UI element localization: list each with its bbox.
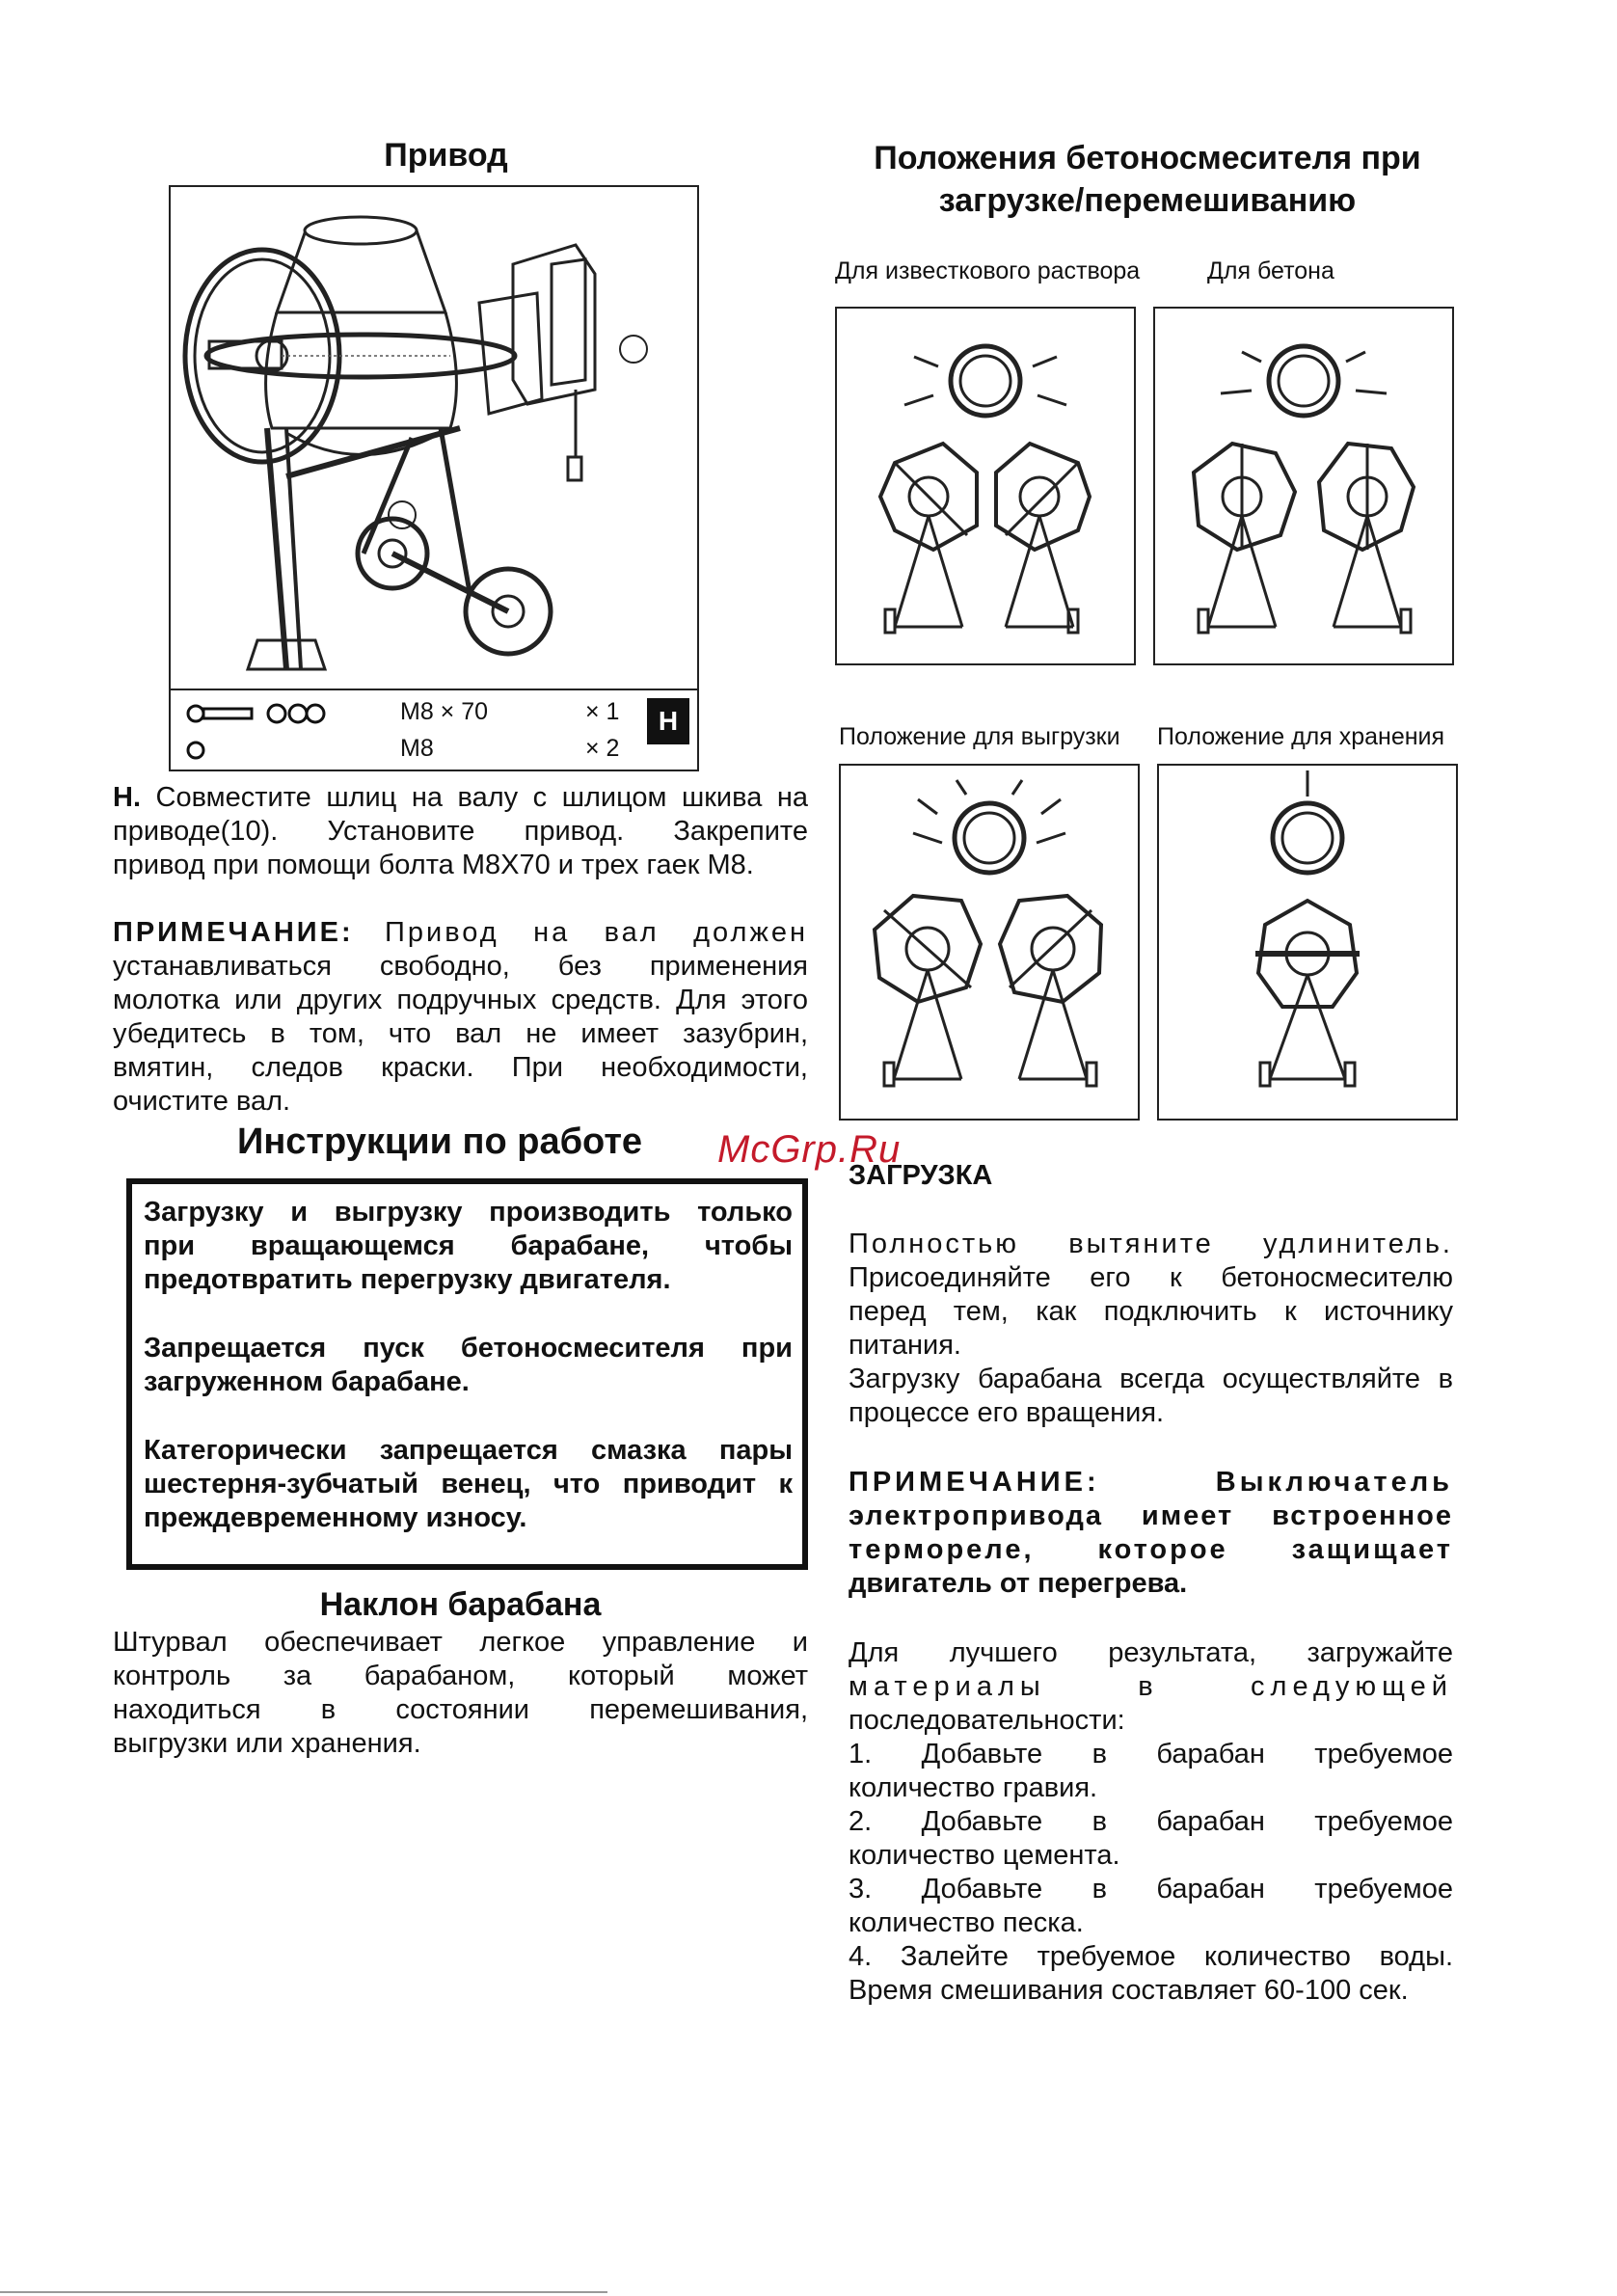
- figure-lime-position: [835, 307, 1136, 665]
- bolt-label: M8 × 70: [400, 698, 489, 725]
- positions-title: [829, 137, 1466, 222]
- order-line: материалы в следующей: [849, 1671, 1453, 1702]
- note2-line: электропривода имеет встроенное: [849, 1500, 1453, 1531]
- loading-title: ЗАГРУЗКА: [849, 1160, 993, 1191]
- label-unload: Положение для выгрузки: [839, 723, 1120, 750]
- note2-text: [849, 1466, 1453, 1601]
- positions-title-line-1: Положения бетоносмесителя при: [874, 140, 1421, 176]
- note2-line: термореле, которое защищает: [849, 1534, 1453, 1565]
- warning-line: Запрещается пуск бетоносмесителя при: [144, 1333, 793, 1364]
- loading-line: Полностью вытяните удлинитель.: [849, 1229, 1453, 1259]
- loading-text: [849, 1228, 1453, 1430]
- loading-line: перед тем, как подключить к источнику: [849, 1296, 1453, 1327]
- label-lime: Для известкового раствора: [835, 257, 1141, 284]
- warning-line: при вращающемся барабане, чтобы: [144, 1230, 793, 1261]
- order-text: [849, 1636, 1453, 2008]
- tilt-title: Наклон барабана: [319, 1586, 602, 1623]
- note-line: устанавливаться свободно, без применения: [113, 951, 808, 982]
- label-storage: Положение для хранения: [1157, 723, 1445, 750]
- nut-qty: × 2: [585, 735, 620, 762]
- warning-line: преждевременному износу.: [144, 1502, 527, 1533]
- order-line: 2. Добавьте в барабан требуемое: [849, 1806, 1453, 1837]
- order-line: последовательности:: [849, 1705, 1125, 1736]
- note-text: [113, 916, 808, 1119]
- order-line: количество гравия.: [849, 1772, 1098, 1803]
- warning-paragraph-3: [144, 1434, 793, 1535]
- figure-storage-position: [1157, 764, 1458, 1121]
- tilt-line: находиться в состоянии перемешивания,: [113, 1694, 808, 1725]
- warning-line: Загрузку и выгрузку производить только: [144, 1197, 793, 1228]
- warning-paragraph-2: [144, 1332, 793, 1399]
- loading-line: питания.: [849, 1330, 961, 1361]
- bottom-rule: [0, 2291, 607, 2293]
- tilt-line: контроль за барабаном, который может: [113, 1661, 808, 1691]
- step-h-line: привод при помощи болта М8Х70 и трех гаек М8.: [113, 850, 754, 880]
- mixer-drawing: [171, 187, 697, 689]
- tilt-text: [113, 1626, 808, 1761]
- warning-paragraph-1: [144, 1196, 793, 1297]
- lime-position-drawing: [837, 309, 1134, 663]
- nut-label: M8: [400, 735, 434, 762]
- note2-line: ПРИМЕЧАНИЕ: Выключатель: [849, 1467, 1453, 1498]
- note-line: Привод на вал должен: [385, 917, 808, 948]
- note-line: молотка или других подручных средств. Для этого: [113, 985, 808, 1015]
- note-lead: ПРИМЕЧАНИЕ:: [113, 917, 354, 948]
- warning-line: загруженном барабане.: [144, 1366, 470, 1397]
- figure-unload-position: [839, 764, 1140, 1121]
- storage-position-drawing: [1159, 766, 1456, 1119]
- loading-line: Присоединяйте его к бетоносмесителю: [849, 1262, 1453, 1293]
- step-badge: H: [647, 698, 689, 744]
- order-line: 3. Добавьте в барабан требуемое: [849, 1874, 1453, 1904]
- tilt-line: выгрузки или хранения.: [113, 1728, 421, 1759]
- drive-title: Привод: [384, 137, 508, 174]
- instructions-title: Инструкции по работе: [237, 1121, 643, 1162]
- drive-figure: [169, 185, 699, 771]
- step-h-text: [113, 781, 808, 882]
- note-line: убедитесь в том, что вал не имеет зазубрин,: [113, 1018, 808, 1049]
- warning-line: шестерня-зубчатый венец, что приводит к: [144, 1469, 793, 1499]
- note2-line: двигатель от перегрева.: [849, 1568, 1188, 1599]
- figure-concrete-position: [1153, 307, 1454, 665]
- bolt-qty: × 1: [585, 698, 620, 725]
- note-line: вмятин, следов краски. При необходимости,: [113, 1052, 808, 1083]
- parts-icons: [182, 696, 346, 766]
- unload-position-drawing: [841, 766, 1138, 1119]
- warning-line: предотвратить перегрузку двигателя.: [144, 1264, 671, 1295]
- concrete-position-drawing: [1155, 309, 1452, 663]
- step-h-lead: Н.: [113, 782, 141, 813]
- loading-line: Загрузку барабана всегда осуществляйте в: [849, 1364, 1453, 1394]
- order-line: Для лучшего результата, загружайте: [849, 1637, 1453, 1668]
- tilt-line: Штурвал обеспечивает легкое управление и: [113, 1627, 808, 1658]
- parts-strip: [171, 689, 697, 771]
- step-h-line: Совместите шлиц на валу с шлицом шкива на: [155, 782, 808, 813]
- warning-box: [126, 1178, 808, 1570]
- warning-line: Категорически запрещается смазка пары: [144, 1435, 793, 1466]
- order-line: 4. Залейте требуемое количество воды.: [849, 1941, 1453, 1972]
- order-line: Время смешивания составляет 60-100 сек.: [849, 1975, 1409, 2006]
- label-concrete: Для бетона: [1207, 257, 1334, 284]
- drum-body: [266, 312, 457, 428]
- watermark: McGrp.Ru: [717, 1128, 902, 1171]
- step-h-line: приводе(10). Установите привод. Закрепите: [113, 816, 808, 847]
- order-line: 1. Добавьте в барабан требуемое: [849, 1739, 1453, 1769]
- order-line: количество цемента.: [849, 1840, 1120, 1871]
- loading-line: процессе его вращения.: [849, 1397, 1165, 1428]
- positions-title-line-2: загрузке/перемешиванию: [938, 182, 1357, 219]
- order-line: количество песка.: [849, 1907, 1084, 1938]
- note-line: очистите вал.: [113, 1086, 291, 1117]
